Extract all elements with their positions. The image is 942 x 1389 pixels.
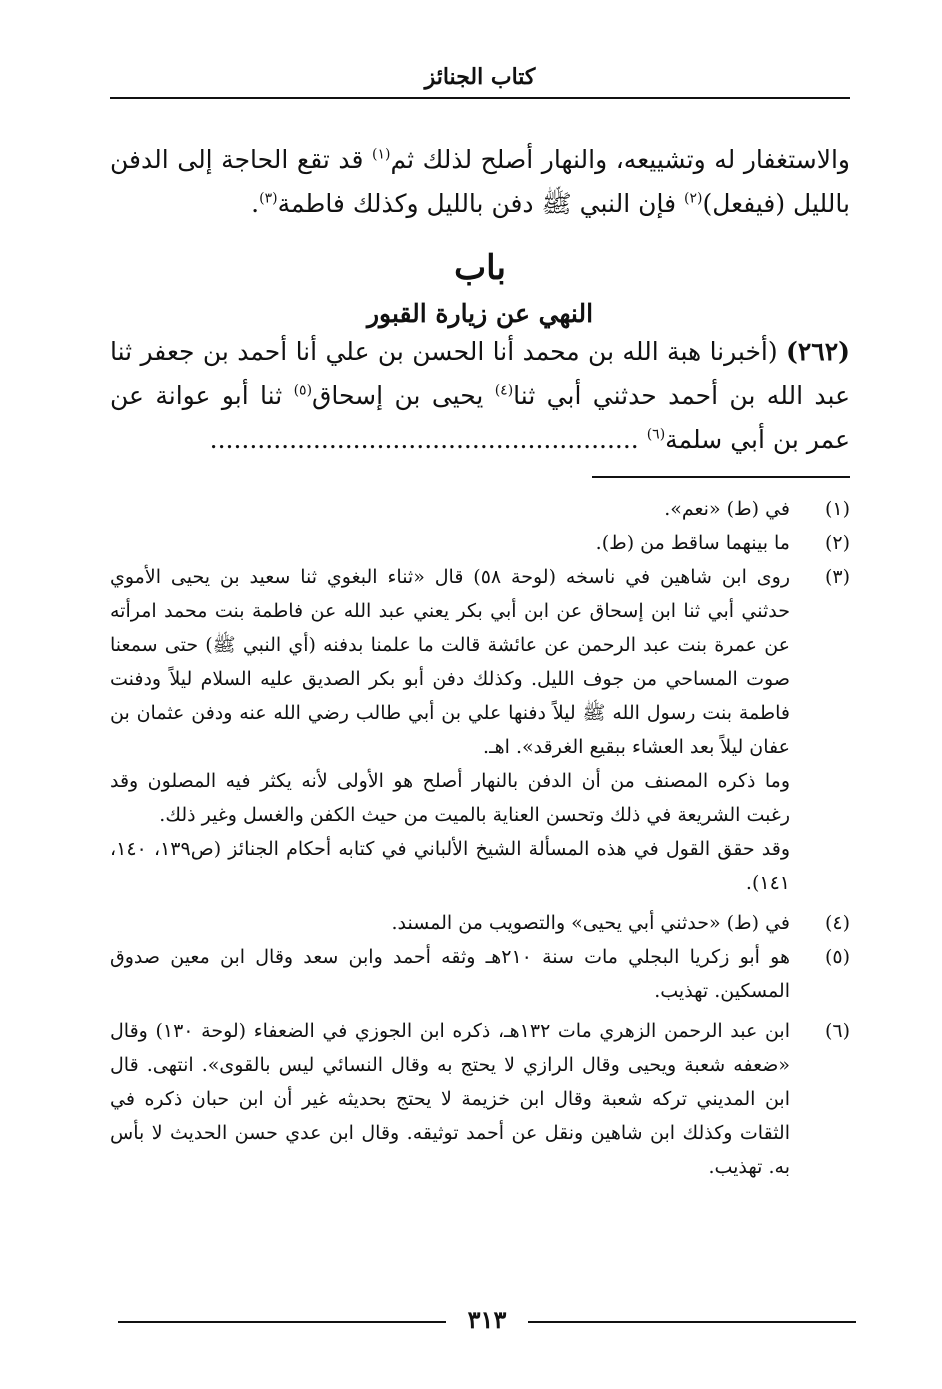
footnote-text: في (ط) «نعم». xyxy=(664,498,790,520)
footnote-ref-4[interactable]: (٤) xyxy=(494,382,514,399)
footnote-1 xyxy=(110,492,850,526)
footnote-ref-6[interactable]: (٦) xyxy=(646,426,666,443)
footnote-number: (٢) xyxy=(824,532,850,554)
running-header-title: كتاب الجنائز xyxy=(424,64,536,90)
hadith-text xyxy=(110,330,850,462)
intro-paragraph xyxy=(110,138,850,226)
footnote-text: روى ابن شاهين في ناسخه (لوحة ٥٨) قال «ثناء البغوي ثنا سعيد بن يحيى الأموي حدثني أبي ثنا ابن إسحاق عن ابن أبي بكر يعني عبد الله عن فاطمة بنت محمد امرأته عن عمرة بنت عبد الرحمن عن عائشة قالت ما علمنا بدفنه (أي النبي ﷺ) حتى سمعنا صوت المساحي من جوف الليل. وكذلك دفن أبو بكر الصديق عليه السلام ليلاً ودفنت فاطمة بنت رسول الله ﷺ ليلاً دفنها علي بن أبي طالب رضي الله عنه ودفن عثمان بن عفان ليلاً بعد العشاء ببقيع الغرقد». اهـ. xyxy=(110,566,790,758)
footnote-number: (٤) xyxy=(824,912,850,934)
header-rule xyxy=(110,97,850,99)
footnote-number: (٦) xyxy=(824,1020,850,1042)
intro-text-end: . xyxy=(251,189,260,218)
footnote-ref-2[interactable]: (٢) xyxy=(683,190,703,207)
chapter-subtitle: النهي عن زيارة القبور xyxy=(366,299,594,328)
footnote-text: هو أبو زكريا البجلي مات سنة ٢١٠هـ وثقه أحمد وابن سعد وقال ابن معين صدوق المسكين. تهذيب. xyxy=(110,946,791,1002)
footnote-number: (٥) xyxy=(824,946,850,968)
footer-rule-right xyxy=(528,1321,856,1323)
footnote-4 xyxy=(110,906,850,940)
page-number: ٣١٣ xyxy=(467,1305,507,1334)
footnote-number: (١) xyxy=(824,498,850,520)
footnote-text: وقد حقق القول في هذه المسألة الشيخ الألباني في كتابه أحكام الجنائز (ص١٣٩، ١٤٠، ١٤١). xyxy=(110,838,790,894)
footnote-6 xyxy=(110,1014,850,1184)
footnote-text: وما ذكره المصنف من أن الدفن بالنهار أصلح هو الأولى لأنه يكثر فيه المصلون وقد رغبت الشريعة في ذلك وتحسن العناية بالميت من حيث الكفن والغسل وغير ذلك. xyxy=(110,770,790,826)
hadith-number: (٢٦٢) xyxy=(786,337,850,366)
footnote-text: في (ط) «حدثني أبي يحيى» والتصويب من المسند. xyxy=(391,912,790,934)
footnote-text: ابن عبد الرحمن الزهري مات ١٣٢هـ، ذكره ابن الجوزي في الضعفاء (لوحة ١٣٠) وقال «ضعفه شعبة ويحيى وقال الرازي لا يحتج به وقال النسائي ليس بالقوى». انتهى. قال ابن المديني تركه شعبة وقال ابن خزيمة لا يحتج بحديثه غير أن ابن حبان ذكره في الثقات وكذلك ابن شاهين ونقل عن أحمد توثيقه. وقال ابن عدي حسن الحديث لا بأس به. تهذيب. xyxy=(110,1020,790,1178)
intro-paragraph-text xyxy=(110,138,850,226)
footnote-ref-1[interactable]: (١) xyxy=(372,146,391,163)
chapter-heading: باب xyxy=(454,248,506,288)
hadith-block xyxy=(110,330,850,462)
footnote-3 xyxy=(110,560,850,900)
footnote-text: ما بينهما ساقط من (ط). xyxy=(595,532,790,554)
footer-rule-left xyxy=(118,1321,446,1323)
footnote-separator xyxy=(592,476,850,478)
footnote-ref-5[interactable]: (٥) xyxy=(293,382,313,399)
hadith-chain-b: يحيى بن إسحاق xyxy=(312,381,495,410)
continuation-dots: ...................................................... xyxy=(209,425,647,454)
hadith-chain-c: ثنا أبو عوانة عن عمر بن أبي سلمة xyxy=(110,381,850,454)
footnote-2 xyxy=(110,526,850,560)
intro-text-2: قد تقع الحاجة إلى الدفن بالليل (فيفعل) xyxy=(110,145,850,218)
footnotes-section xyxy=(110,492,850,1184)
hadith-chain-a: (أخبرنا هبة الله بن محمد أنا الحسن بن علي أنا أحمد بن جعفر ثنا عبد الله بن أحمد حدثني أبي ثنا xyxy=(110,337,851,410)
footnote-5 xyxy=(110,940,850,1008)
intro-text-1: والاستغفار له وتشييعه، والنهار أصلح لذلك ثم xyxy=(390,145,850,174)
footnote-ref-3[interactable]: (٣) xyxy=(259,190,278,207)
intro-text-3: فإن النبي ﷺ دفن بالليل وكذلك فاطمة xyxy=(277,189,684,218)
footnote-number: (٣) xyxy=(824,566,850,588)
